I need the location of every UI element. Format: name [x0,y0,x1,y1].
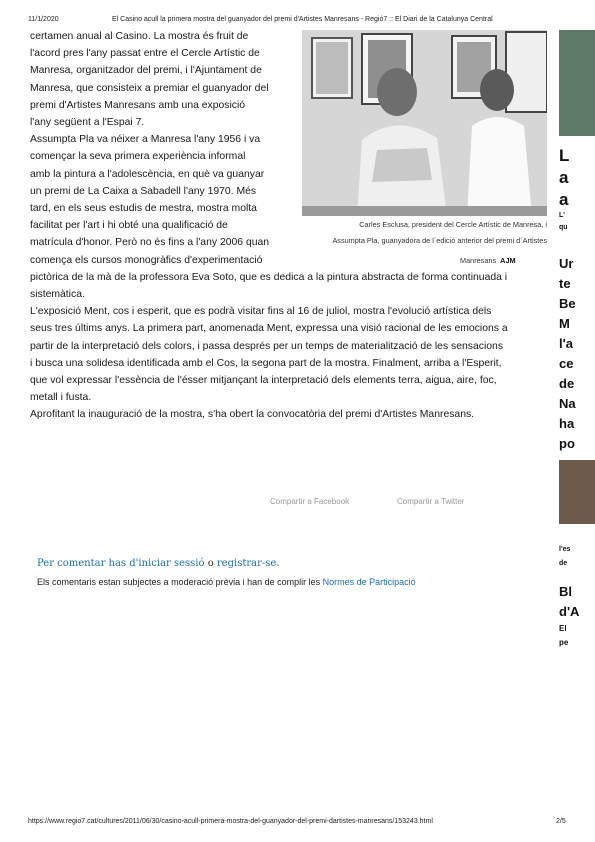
sidebar-text: Na [559,396,576,411]
login-period: . [276,558,280,569]
article-line: matrícula d'honor. Però no és fins a l'any 2006 quan [30,237,270,249]
comment-login-prompt [37,558,280,569]
credit-prefix: Manresans [460,256,497,265]
photo-credit [460,256,516,265]
sidebar-text: te [559,276,571,291]
sidebar-text: l'a [559,336,573,351]
photo-illustration [302,30,547,216]
share-twitter-link[interactable]: Compartir a Twitter [397,497,465,506]
article-line: tard, en els seus estudis de mestra, mostra molta [30,203,257,215]
sidebar-text: M [559,316,570,331]
sidebar-text: de [559,560,568,567]
sidebar-text: Ur [559,256,574,271]
sidebar-text: de [559,376,575,391]
sidebar-text: El [559,624,567,633]
article-line: Assumpta Pla va néixer a Manresa l'any 1956 i va [30,134,261,146]
print-footer-url: https://www.regio7.cat/cultures/2011/06/30/casino-acull-primera-mostra-del-guanyador-del-premi-dartistes-manresans/153243.html [28,818,433,825]
moderation-text: Els comentaris estan subjectes a moderació prèvia i han de complir les [37,577,323,587]
article-line: comença els cursos monogràfics d'experimentació [30,254,263,266]
sidebar-text: pe [559,638,569,647]
article-line: i busca una solidesa identificada amb el Cos, la segona part de la mostra. Finalment, arriba a l'Esperit, [30,357,502,369]
print-date: 11/1/2020 [28,16,59,23]
sidebar-text: po [559,436,575,451]
article-line: Aprofitant la inauguració de la mostra, s'ha obert la convocatòria del premi d'Artistes Manresans. [30,409,475,421]
register-link[interactable]: registrar-se [216,558,277,569]
article-line: un premi de La Caixa a Sabadell l'any 1970. Més [30,185,257,197]
article-line: seus tres últims anys. La primera part, anomenada Ment, expressa una visió racional de les emocions a [30,323,508,335]
article-line: L'exposició Ment, cos i esperit, que es podrà visitar fins al 16 de juliol, mostra l'evolució artística dels [30,306,492,318]
article-full-width [30,269,548,424]
sidebar-thumbnail[interactable] [559,460,595,524]
sidebar-text: Bl [559,584,572,599]
article-line: partir de la interpretació dels colors, i passa després per un temps de materialització de les sensacions [30,340,504,352]
article-line: sistemàtica. [30,289,85,301]
sidebar-text: L [559,146,570,165]
sidebar-text: L' [559,212,565,219]
article-line: Manresa, que consisteix a premiar el guanyador del [30,82,269,94]
sidebar-text: a [559,190,569,209]
article-line: l'acord pres l'any passat entre el Cercle Artístic de [30,48,260,60]
moderation-notice [37,577,416,587]
article-line: l'any següent a l'Espai 7. [30,117,145,129]
sidebar-text: qu [559,224,568,231]
login-link[interactable]: iniciar sessió [138,558,205,569]
photo-caption-line-2: Assumpta Pla, guanyadora de l´edició anterior del premi d´Artistes [332,236,547,245]
article-line: amb la pintura a l'adolescència, en què va guanyar [30,168,265,180]
article-lead-column [30,28,292,269]
sidebar-text: ha [559,416,575,431]
article-line: certamen anual al Casino. La mostra és fruit de [30,31,249,42]
sidebar-clipped [556,30,595,670]
print-header-title: El Casino acull la primera mostra del guanyador del premi d'Artistes Manresans - Regió7 :: El Diari de la Catalunya Central [112,16,493,23]
participation-rules-link[interactable]: Normes de Participació [322,577,416,587]
article-line: que vol expressar l'essència de l'ésser mitjançant la interpretació dels elements terra, aigua, aire, foc, [30,375,497,387]
article-line: Manresa, organitzador del premi, i l'Ajuntament de [30,65,262,77]
article-line: facilitat per l'art i hi obté una qualificació de [30,220,228,232]
article-photo[interactable] [302,30,547,216]
article-line: metall i fusta. [30,392,92,404]
sidebar-text: a [559,168,569,187]
share-facebook-link[interactable]: Compartir a Facebook [270,497,350,506]
print-page-number: 2/5 [556,818,566,825]
sidebar-text: Be [559,296,576,311]
sidebar-text: ce [559,356,574,371]
article-line: començar la seva primera experiència informal [30,151,246,163]
article-line: premi d'Artistes Manresans amb una exposició [30,99,246,111]
credit-name: AJM [500,256,516,265]
login-or-text: o [204,558,217,569]
photo-caption-line-1: Carles Esclusa, president del Cercle Artístic de Manresa, i [359,220,547,229]
article-line: pictòrica de la mà de la professora Eva Soto, que es dedica a la pintura abstracta de forma continuada i [30,271,508,283]
sidebar-text: l'es [559,546,571,553]
sidebar-text: d'A [559,604,580,619]
login-prompt-text: Per comentar has d' [37,558,139,569]
sidebar-thumbnail[interactable] [559,30,595,136]
